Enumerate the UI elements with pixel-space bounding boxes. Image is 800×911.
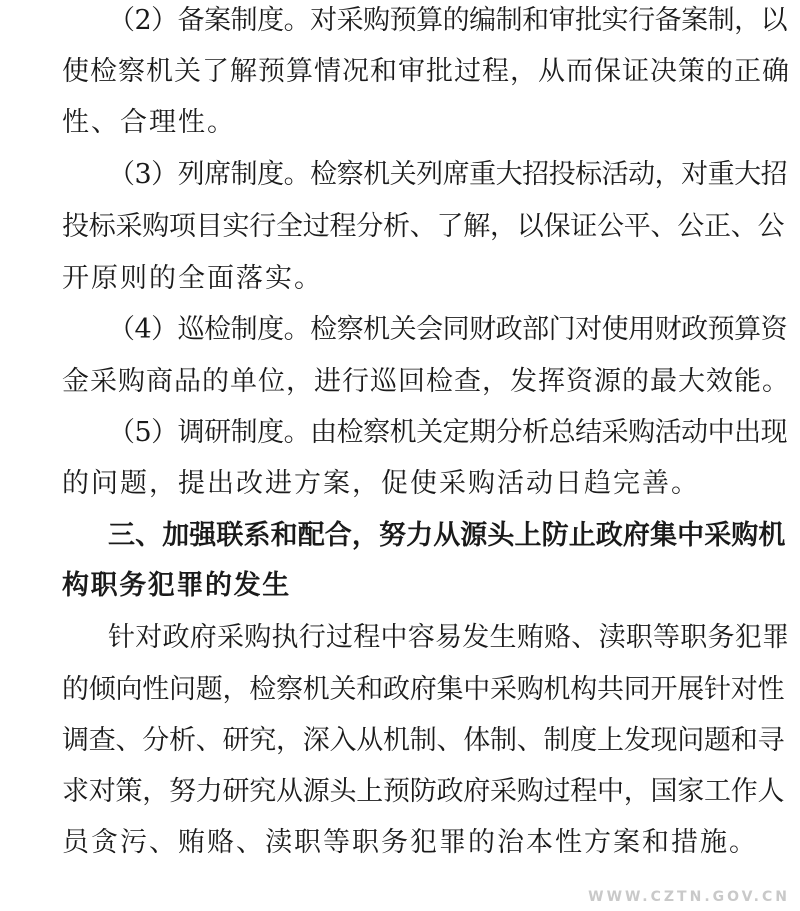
site-watermark: WWW.CZTN.GOV.CN	[588, 889, 790, 905]
body-paragraph-line-1: 针对政府采购执行过程中容易发生贿赂、渎职等职务犯罪	[108, 622, 790, 653]
section-heading-line-1: 三、加强联系和配合，努力从源头上防止政府集中采购机	[108, 520, 786, 551]
paragraph-5-line-2: 的问题，提出改进方案，促使采购活动日趋完善。	[62, 468, 700, 499]
paragraph-5-line-1: （5）调研制度。由检察机关定期分析总结采购活动中出现	[108, 417, 788, 448]
section-heading-line-2: 构职务犯罪的发生	[62, 570, 291, 601]
paragraph-2-line-3: 性、合理性。	[62, 107, 236, 138]
body-paragraph-line-3: 调查、分析、研究，深入从机制、体制、制度上发现问题和寻	[62, 725, 785, 756]
paragraph-4-line-2: 金采购商品的单位，进行巡回检查，发挥资源的最大效能。	[62, 366, 790, 397]
paragraph-3-line-3: 开原则的全面落实。	[62, 263, 323, 294]
body-paragraph-line-4: 求对策，努力研究从源头上预防政府采购过程中，国家工作人	[62, 776, 785, 807]
paragraph-4-line-1: （4）巡检制度。检察机关会同财政部门对使用财政预算资	[108, 314, 788, 345]
paragraph-2-line-2: 使检察机关了解预算情况和审批过程，从而保证决策的正确	[62, 56, 790, 87]
paragraph-2-line-1: （2）备案制度。对采购预算的编制和审批实行备案制，以	[108, 5, 788, 36]
body-paragraph-line-2: 的倾向性问题，检察机关和政府集中采购机构共同开展针对性	[62, 674, 785, 705]
paragraph-3-line-1: （3）列席制度。检察机关列席重大招投标活动，对重大招	[108, 159, 788, 190]
paragraph-3-line-2: 投标采购项目实行全过程分析、了解，以保证公平、公正、公	[62, 211, 785, 242]
body-paragraph-line-5: 员贪污、贿赂、渎职等职务犯罪的治本性方案和措施。	[62, 827, 758, 858]
